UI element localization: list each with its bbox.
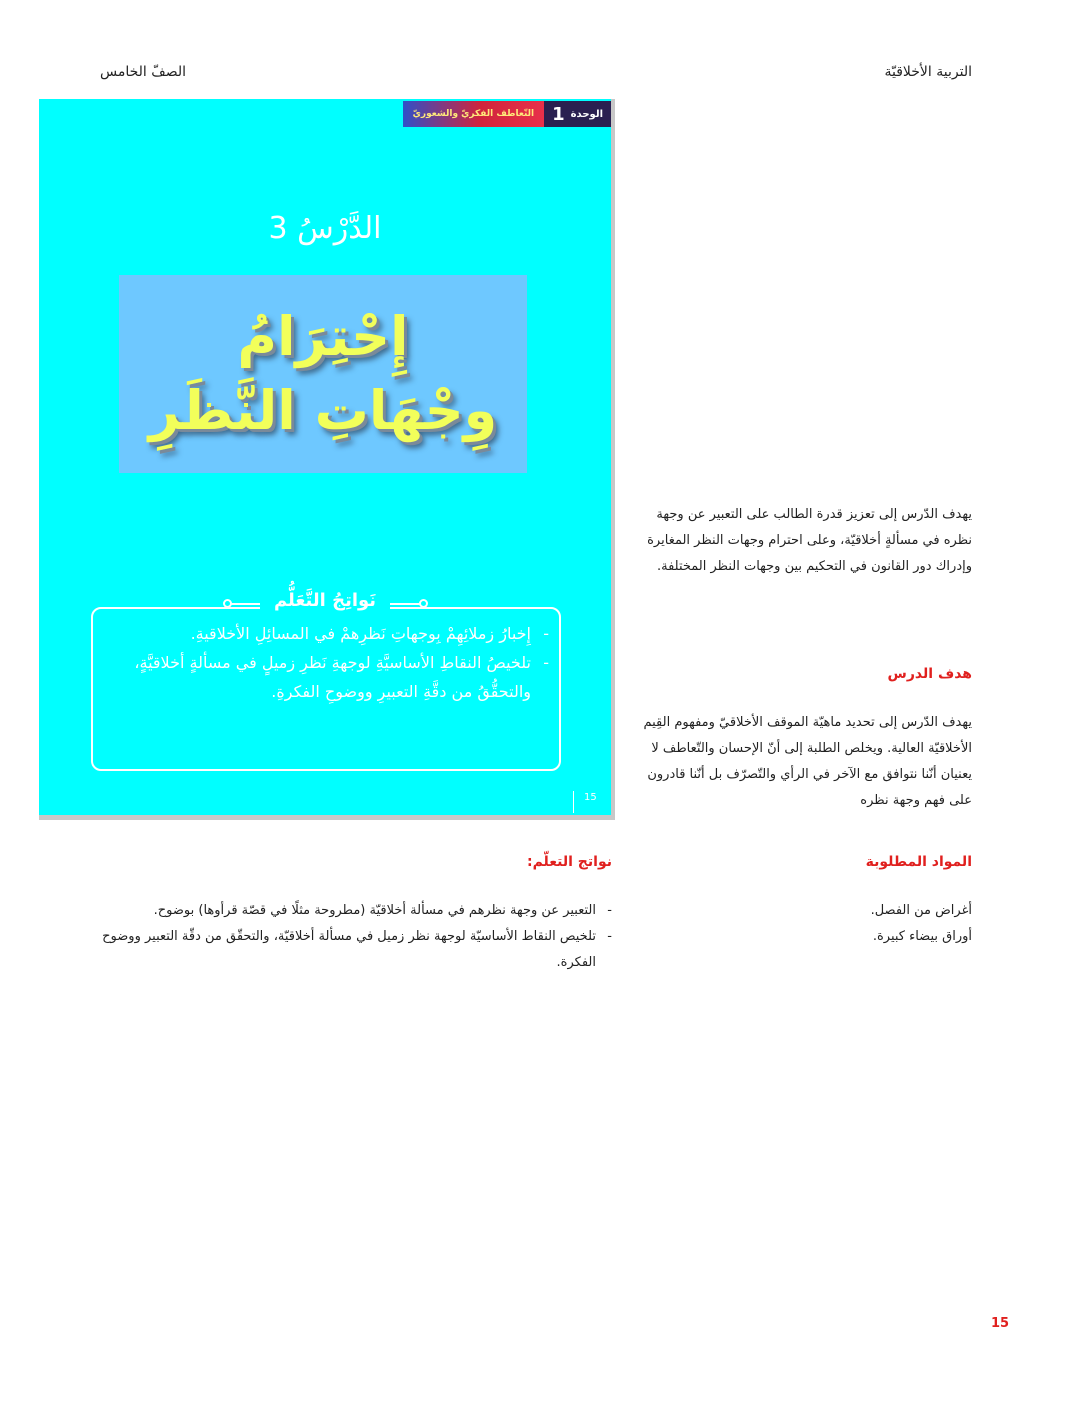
learning-outcomes-list [92,898,612,976]
unit-badge [544,101,611,127]
lesson-goal-heading: هدف الدرس [887,666,972,682]
unit-tab [403,99,611,129]
lesson-title-box [119,275,527,473]
lesson-title-line-2: وِجْهَاتِ النَّظَرِ [148,379,498,442]
learning-outcomes-heading: نواتج التعلّم: [526,854,612,870]
materials-list [642,898,972,950]
outcomes-list [109,619,553,706]
intro-paragraph: يهدف الدّرس إلى تعزيز قدرة الطالب على التعبير عن وجهة نظره في مسألةٍ أخلاقيّة، وعلى احترام وجهات النظر المغايرة وإدراك دور القانون في التحكيم بين وجهات النظر المختلفة. [647,507,972,574]
subject-title: التربية الأخلاقيّة [884,64,972,80]
learning-outcome-item: - تلخيص النقاط الأساسيّة لوجهة نظر زميل في مسألة أخلاقيّة، والتحقّق من دقّة التعبير ووضوح الفكرة. [92,924,612,976]
outcomes-title [39,590,611,611]
materials-heading: المواد المطلوبة [865,854,972,870]
materials-item: أوراق بيضاء كبيرة. [872,929,972,944]
materials-item: أغراض من الفصل. [870,903,972,918]
lesson-cover-panel [39,99,611,815]
panel-page-number: 15 [573,791,597,813]
lesson-title-line-1: إِحْتِرَامُ [237,304,409,368]
unit-label: الوحدة [570,108,603,120]
lesson-goal-paragraph: يهدف الدّرس إلى تحديد ماهيّة الموقف الأخلاقيّ ومفهوم القِيم الأخلاقيّة العالية. ويخلص الطلبة إلى أنّ الإحسان والتّعاطف لا يعنيان أنّنا نتوافق مع الآخر في الرأي والتّصرّف بل أنّنا قادرون على فهم وجهة نظره [643,715,972,808]
learning-outcome-item: - التعبير عن وجهة نظرهم في مسألة أخلاقيّة (مطروحة مثلًا في قصّة قرأوها) بوضوح. [92,898,612,924]
unit-title: التّعاطف الفكريّ والشعوريّ [403,101,544,127]
outcome-item: - إِخبارُ زملائِهِمْ بِوجهاتِ نَظرِهمْ في المسائِلِ الأخلاقيةِ. [109,619,553,648]
page-number: 15 [991,1316,1010,1331]
outcomes-title-text: نَواتِجُ التَّعَلُّم [260,590,390,611]
grade-title: الصفّ الخامس [100,64,187,80]
outcome-item: - تلخيصُ النقاطِ الأساسيَّةِ لوجهةِ نَظرِ زميلٍ في مسألةٍ أخلاقيَّةٍ، والتحقُّقُ من دقَّةِ التعبيرِ ووضوحِ الفكرةِ. [109,648,553,706]
unit-number: 1 [552,103,565,125]
lesson-number: الدَّرْسُ 3 [268,211,382,246]
